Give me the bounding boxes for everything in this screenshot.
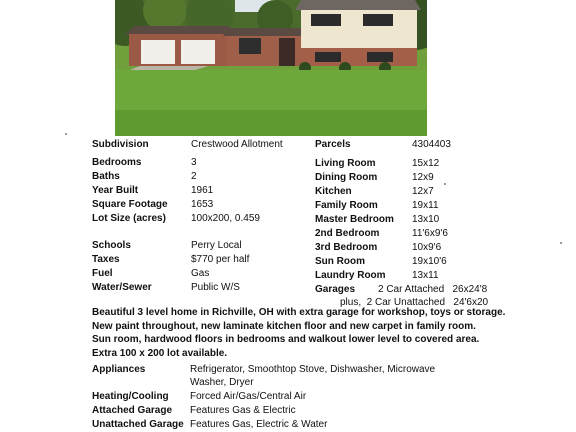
value-family-room: 19x11: [412, 200, 439, 211]
value-garages-line1: 2 Car Attached 26x24'8: [378, 284, 488, 295]
value-heating-cooling: Forced Air/Gas/Central Air: [190, 391, 307, 402]
label-fuel: Fuel: [92, 268, 113, 279]
label-sun-room: Sun Room: [315, 256, 365, 267]
value-lot-size: 100x200, 0.459: [191, 213, 260, 224]
value-master-bedroom: 13x10: [412, 214, 440, 225]
label-master-bedroom: Master Bedroom: [315, 214, 394, 225]
label-appliances: Appliances: [92, 364, 146, 375]
value-water-sewer: Public W/S: [191, 282, 240, 293]
value-attached-garage: Features Gas & Electric: [190, 405, 296, 416]
value-baths: 2: [191, 171, 197, 182]
label-schools: Schools: [92, 240, 131, 251]
value-appliances-line2: Washer, Dryer: [190, 377, 254, 388]
description-line: Extra 100 x 200 lot available.: [92, 347, 228, 359]
value-unattached-garage: Features Gas, Electric & Water: [190, 419, 328, 430]
scan-speck: [444, 183, 446, 185]
label-taxes: Taxes: [92, 254, 120, 265]
value-laundry-room: 13x11: [412, 270, 439, 281]
scan-speck: [560, 242, 562, 244]
label-2nd-bedroom: 2nd Bedroom: [315, 228, 380, 239]
value-sun-room: 19x10'6: [412, 256, 447, 267]
label-square-footage: Square Footage: [92, 199, 168, 210]
label-baths: Baths: [92, 171, 120, 182]
label-3rd-bedroom: 3rd Bedroom: [315, 242, 378, 253]
label-parcels: Parcels: [315, 139, 351, 150]
label-laundry-room: Laundry Room: [315, 270, 386, 281]
label-family-room: Family Room: [315, 200, 378, 211]
label-bedrooms: Bedrooms: [92, 157, 142, 168]
value-living-room: 15x12: [412, 158, 440, 169]
label-year-built: Year Built: [92, 185, 139, 196]
description: [92, 306, 532, 360]
description-line: Beautiful 3 level home in Richville, OH with extra garage for workshop, toys or storage.: [92, 307, 506, 318]
house-photo: [115, 0, 427, 136]
value-parcels: 4304403: [412, 139, 451, 150]
value-dining-room: 12x9: [412, 172, 434, 183]
label-living-room: Living Room: [315, 158, 376, 169]
value-appliances: Refrigerator, Smoothtop Stove, Dishwasher, Microwave: [190, 364, 436, 375]
value-subdivision: Crestwood Allotment: [191, 139, 283, 150]
label-subdivision: Subdivision: [92, 139, 149, 150]
label-dining-room: Dining Room: [315, 172, 378, 183]
value-taxes: $770 per half: [191, 254, 250, 265]
label-lot-size: Lot Size (acres): [92, 213, 166, 224]
value-bedrooms: 3: [191, 157, 197, 168]
label-water-sewer: Water/Sewer: [92, 282, 152, 293]
label-attached-garage: Attached Garage: [92, 405, 173, 416]
scan-speck: [65, 133, 67, 135]
value-fuel: Gas: [191, 268, 210, 279]
value-kitchen: 12x7: [412, 186, 434, 197]
value-3rd-bedroom: 10x9'6: [412, 242, 442, 253]
label-unattached-garage: Unattached Garage: [92, 419, 184, 430]
label-heating-cooling: Heating/Cooling: [92, 391, 169, 402]
value-2nd-bedroom: 11'6x9'6: [412, 228, 448, 239]
value-square-footage: 1653: [191, 199, 214, 210]
label-kitchen: Kitchen: [315, 186, 352, 197]
value-year-built: 1961: [191, 185, 214, 196]
value-schools: Perry Local: [191, 240, 242, 251]
description-line: New paint throughout, new laminate kitchen floor and new carpet in family room.: [92, 320, 476, 332]
label-garages: Garages: [315, 284, 356, 295]
description-line: Sun room, hardwood floors in bedrooms and walkout lower level to covered area.: [92, 334, 480, 346]
value-garages-line2: plus, 2 Car Unattached 24'6x20: [340, 297, 489, 308]
